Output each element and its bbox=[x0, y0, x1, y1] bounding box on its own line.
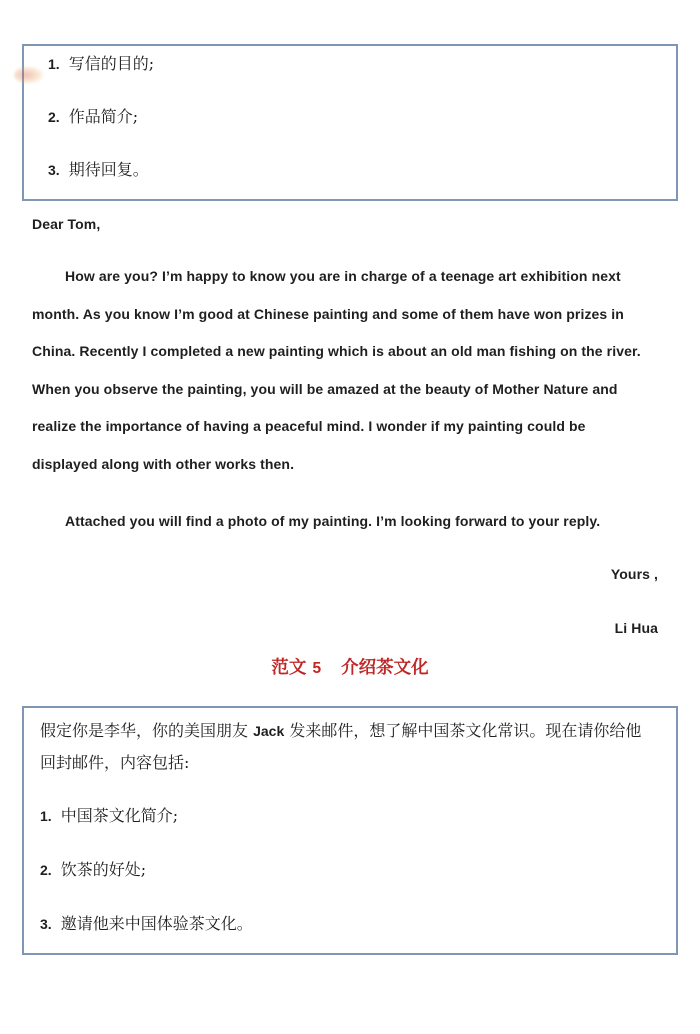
item-number: 3. bbox=[40, 915, 52, 932]
friend-name: Jack bbox=[253, 722, 285, 739]
requirement-item bbox=[48, 161, 666, 179]
requirement-item bbox=[48, 55, 666, 73]
item-text: 中国茶文化简介; bbox=[60, 805, 179, 825]
document-page bbox=[0, 44, 700, 1034]
letter-line: displayed along with other works then. bbox=[32, 455, 295, 472]
letter-paragraph-1 bbox=[32, 258, 658, 483]
letter-signature: Li Hua bbox=[614, 620, 658, 636]
prompt-intro-line-1 bbox=[40, 715, 658, 747]
item-number: 3. bbox=[48, 162, 60, 178]
letter-closing: Yours , bbox=[610, 565, 658, 582]
requirement-item bbox=[40, 861, 658, 879]
item-text: 饮茶的好处; bbox=[60, 859, 147, 879]
requirement-item bbox=[48, 108, 666, 126]
intro-text: 回封邮件，内容包括: bbox=[40, 752, 190, 772]
letter-salutation: Dear Tom, bbox=[32, 216, 101, 232]
intro-text: 发来邮件，想了解中国茶文化常识。现在请你给他 bbox=[284, 720, 642, 740]
item-text: 期待回复。 bbox=[68, 160, 149, 179]
requirements-box-bottom bbox=[22, 706, 678, 955]
prompt-intro-line-2 bbox=[40, 747, 658, 779]
item-number: 2. bbox=[48, 109, 60, 125]
heading-subject: 介绍茶文化 bbox=[341, 657, 429, 678]
section-heading bbox=[0, 658, 700, 679]
letter-line: realize the importance of having a peaceful mind. I wonder if my painting could be bbox=[32, 418, 586, 434]
letter-line: How are you? I’m happy to know you are in charge of a teenage art exhibition next bbox=[65, 268, 621, 284]
letter-line: Attached you will find a photo of my painting. I’m looking forward to your reply. bbox=[65, 513, 601, 529]
letter-line: month. As you know I’m good at Chinese painting and some of them have won prizes in bbox=[32, 305, 624, 322]
item-text: 邀请他来中国体验茶文化。 bbox=[60, 913, 253, 933]
heading-label: 范文 bbox=[271, 657, 307, 678]
item-number: 1. bbox=[48, 56, 60, 72]
intro-text: 假定你是李华，你的美国朋友 bbox=[40, 720, 254, 740]
item-number: 1. bbox=[40, 807, 52, 824]
letter-paragraph-2 bbox=[32, 503, 658, 541]
letter-line: China. Recently I completed a new painting which is about an old man fishing on the river. bbox=[32, 343, 641, 359]
item-text: 作品简介; bbox=[68, 107, 139, 126]
sample-letter bbox=[32, 216, 658, 648]
letter-line: When you observe the painting, you will be amazed at the beauty of Mother Nature and bbox=[32, 380, 618, 397]
requirement-item bbox=[40, 807, 658, 825]
heading-number: 5 bbox=[312, 659, 322, 677]
item-number: 2. bbox=[40, 861, 52, 878]
ink-smudge-artifact bbox=[14, 66, 44, 84]
item-text: 写信的目的; bbox=[68, 54, 155, 73]
requirements-box-top bbox=[22, 44, 678, 201]
requirement-item bbox=[40, 915, 658, 933]
